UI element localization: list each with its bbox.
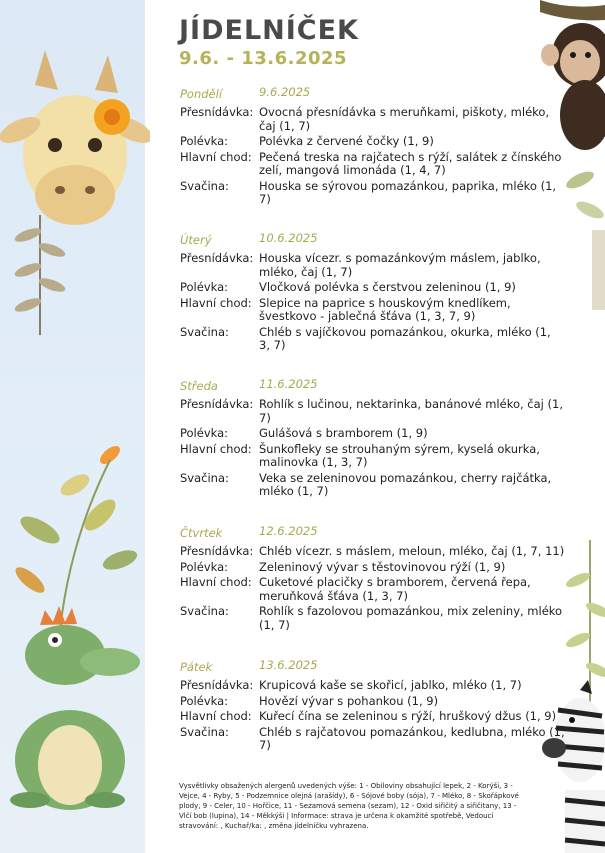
meal-row	[180, 679, 565, 693]
meal-text: Houska vícezr. s pomazánkovým máslem, jablko, mléko, čaj (1, 7)	[259, 251, 541, 279]
meal-label: Svačina:	[180, 178, 229, 193]
meal-text: Šunkofleky se strouhaným sýrem, kyselá okurka, malinovka (1, 3, 7)	[259, 441, 540, 469]
meal-label: Polévka:	[180, 693, 229, 708]
meal-label: Přesnídávka:	[180, 544, 254, 558]
day-date: 10.6.2025	[259, 231, 318, 245]
crocodile-illustration	[5, 600, 145, 810]
meal-row	[180, 151, 565, 178]
meal-label: Hlavní chod:	[180, 575, 252, 589]
meal-label: Polévka:	[180, 426, 229, 440]
meal-row	[180, 252, 565, 279]
meal-row	[180, 427, 565, 441]
menu-header	[179, 14, 359, 70]
meal-text: Veka se zeleninovou pomazánkou, cherry rajčátka, mléko (1, 7)	[259, 470, 552, 498]
meal-label: Přesnídávka:	[180, 105, 254, 119]
day-section-monday	[180, 87, 565, 207]
meal-text: Krupicová kaše se skořicí, jablko, mléko (1, 7)	[259, 678, 522, 692]
meal-text: Kuřecí čína se zeleninou s rýží, hruškový džus (1, 9)	[259, 709, 557, 723]
meal-row	[180, 605, 565, 632]
meal-text: Cuketové placičky s bramborem, červená řepa, meruňková šťáva (1, 3, 7)	[259, 575, 531, 603]
meal-row	[180, 398, 565, 425]
meal-text: Chléb s vajíčkovou pomazánkou, okurka, mléko (1, 3, 7)	[259, 324, 551, 352]
day-date: 9.6.2025	[259, 85, 311, 99]
meal-label: Svačina:	[180, 324, 229, 339]
allergen-footnote: Vysvětlivky obsažených alergenů uvedených výše: 1 - Obiloviny obsahující lepek, 2 - Korýši, 3 - Vejce, 4 - Ryby, 5 - Podzemnice olejná (arašídy), 6 - Sójové boby (sója), 7 - Mléko, 8 - Skořápkové plody, 9 - Celer, 10 - Hořčice, 11 - Sezamová semena (sezam), 12 - Oxid siřičitý a siřičitany, 13 - Vlčí bob (lupina), 14 - Měkkýši | Informace: strava je určena k okamžité spotřebě, Vedoucí stravování: , Kuchař/ka: , změna jídelníčku vyhrazena.	[179, 782, 519, 830]
page-title: JÍDELNÍČEK	[179, 15, 359, 46]
meal-text: Chléb vícezr. s máslem, meloun, mléko, čaj (1, 7, 11)	[259, 544, 565, 558]
day-name: Středa	[180, 379, 218, 393]
meal-label: Svačina:	[180, 604, 229, 618]
meal-text: Chléb s rajčatovou pomazánkou, kedlubna, mléko (1, 7)	[259, 724, 565, 752]
meal-text: Rohlík s lučinou, nektarinka, banánové mléko, čaj (1, 7)	[259, 397, 563, 425]
meal-label: Svačina:	[180, 724, 229, 739]
day-section-thursday	[180, 526, 565, 632]
meal-row	[180, 180, 565, 207]
meal-label: Přesnídávka:	[180, 251, 254, 265]
meal-label: Hlavní chod:	[180, 295, 252, 310]
meal-text: Polévka z červené čočky (1, 9)	[259, 134, 434, 148]
meal-row	[180, 695, 565, 709]
date-range: 9.6. - 13.6.2025	[179, 48, 348, 69]
giraffe-illustration	[0, 45, 150, 235]
meal-row	[180, 297, 565, 324]
meal-label: Hlavní chod:	[180, 441, 252, 456]
meal-row	[180, 135, 565, 149]
leaf-decoration-icon	[10, 215, 70, 335]
meal-text: Gulášová s bramborem (1, 9)	[259, 426, 428, 440]
meal-row	[180, 443, 565, 470]
meal-text: Pečená treska na rajčatech s rýží, salátek z čínského zelí, mangová limonáda (1, 4, 7)	[259, 149, 562, 177]
day-name: Pondělí	[180, 87, 223, 101]
meal-row	[180, 106, 565, 133]
meal-label: Polévka:	[180, 559, 229, 574]
meal-label: Svačina:	[180, 470, 229, 485]
day-name: Úterý	[180, 233, 212, 247]
meal-label: Polévka:	[180, 280, 229, 294]
day-name: Čtvrtek	[180, 526, 223, 540]
day-section-friday	[180, 660, 565, 753]
meal-text: Ovocná přesnídávka s meruňkami, piškoty, mléko, čaj (1, 7)	[259, 105, 550, 133]
day-date: 12.6.2025	[259, 524, 318, 538]
day-section-tuesday	[180, 233, 565, 353]
day-date: 11.6.2025	[259, 377, 318, 391]
meal-row	[180, 726, 565, 753]
meal-row	[180, 326, 565, 353]
meal-label: Přesnídávka:	[180, 397, 254, 411]
meal-row	[180, 281, 565, 295]
meal-row	[180, 472, 565, 499]
meal-label: Hlavní chod:	[180, 709, 252, 723]
meal-label: Přesnídávka:	[180, 678, 254, 692]
day-section-wednesday	[180, 379, 565, 499]
meal-row	[180, 576, 565, 603]
day-date: 13.6.2025	[259, 658, 318, 672]
meal-text: Houska se sýrovou pomazánkou, paprika, mléko (1, 7)	[259, 178, 557, 206]
meal-text: Zeleninový vývar s těstovinovou rýží (1, 9)	[259, 559, 506, 574]
leaf-cluster-icon	[0, 420, 145, 630]
meal-row	[180, 545, 565, 559]
meal-text: Slepice na paprice s houskovým knedlíkem, švestkovo - jablečná šťáva (1, 3, 7, 9)	[259, 295, 511, 323]
meal-label: Polévka:	[180, 134, 229, 148]
day-name: Pátek	[180, 660, 213, 674]
meal-label: Hlavní chod:	[180, 149, 252, 164]
meal-text: Vločková polévka s čerstvou zeleninou (1, 9)	[259, 280, 516, 294]
right-leaf-decoration-icon	[560, 150, 605, 310]
meal-row	[180, 561, 565, 575]
meal-text: Rohlík s fazolovou pomazánkou, mix zeleniny, mléko (1, 7)	[259, 604, 563, 632]
meal-row	[180, 710, 565, 724]
meal-text: Hovězí vývar s pohankou (1, 9)	[259, 693, 439, 708]
